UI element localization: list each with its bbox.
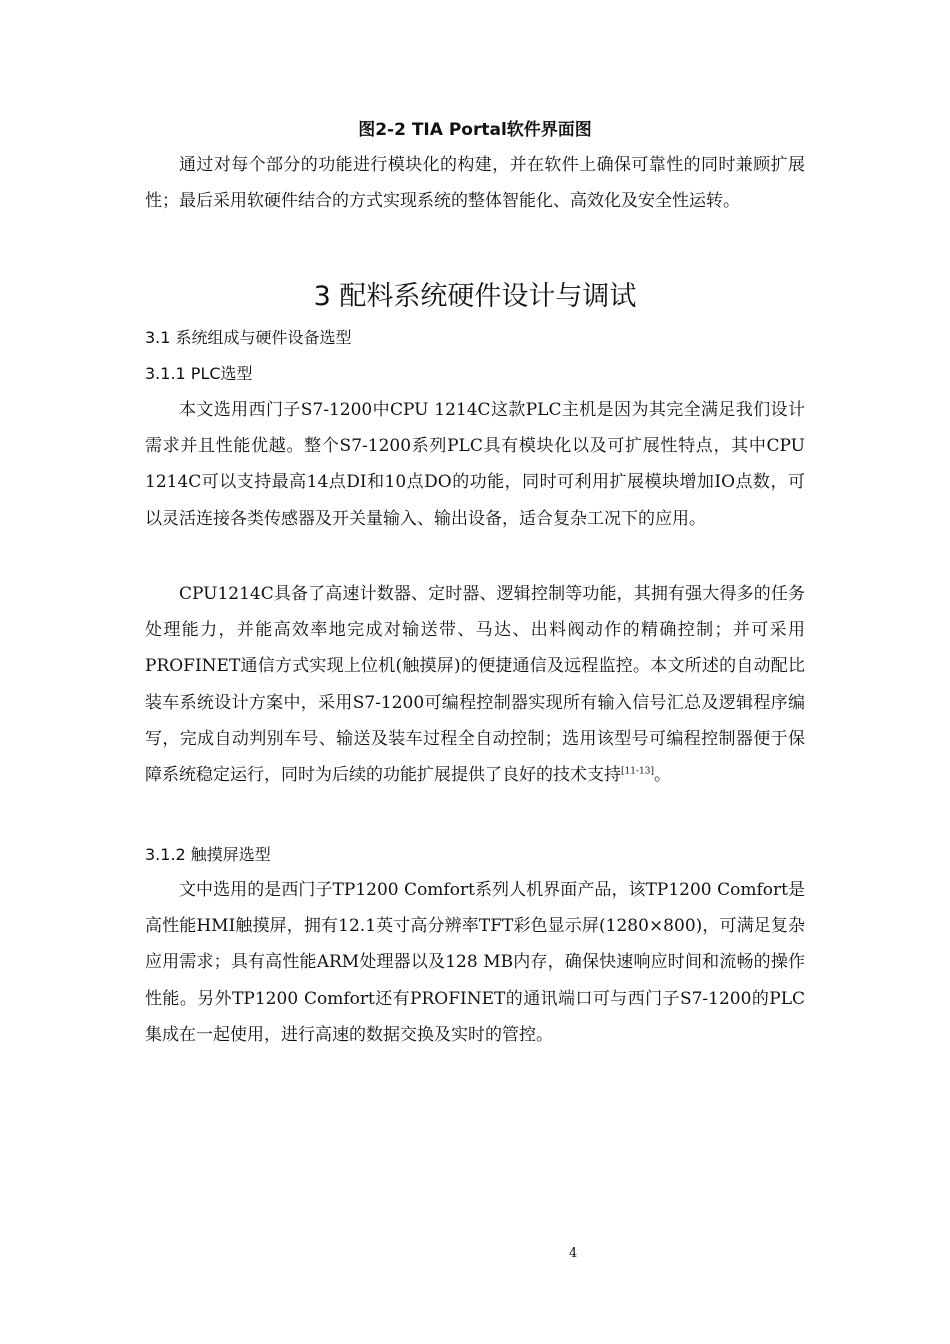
hmi-paragraph: 文中选用的是西门子TP1200 Comfort系列人机界面产品，该TP1200 Comfort是高性能HMI触摸屏，拥有12.1英寸高分辨率TFT彩色显示屏(1280×800)，可满足复杂应用需求；具有高性能ARM处理器以及128 MB内存，确保快速响应时间和流畅的操作性能。另外TP1200 Comfort还有PROFINET的通讯端口可与西门子S7-1200的PLC集成在一起使用，进行高速的数据交换及实时的管控。: [145, 880, 805, 1045]
plc-paragraph-1: 本文选用西门子S7-1200中CPU 1214C这款PLC主机是因为其完全满足我们设计需求并且性能优越。整个S7-1200系列PLC具有模块化以及可扩展性特点，其中CPU 1214C可以支持最高14点DI和10点DO的功能，同时可利用扩展模块增加IO点数，可以灵活连接各类传感器及开关量输入、输出设备，适合复杂工况下的应用。: [145, 400, 805, 529]
chapter-title: 3 配料系统硬件设计与调试: [313, 281, 637, 312]
plc-paragraph-2-text: CPU1214C具备了高速计数器、定时器、逻辑控制等功能，其拥有强大得多的任务处理能力，并能高效率地完成对输送带、马达、出料阀动作的精确控制；并可采用PROFINET通信方式实现上位机(触摸屏)的便捷通信及远程监控。本文所述的自动配比装车系统设计方案中，采用S7-1200可编程控制器实现所有输入信号汇总及逻辑程序编写，完成自动判别车号、输送及装车过程全自动控制；选用该型号可编程控制器便于保障系统稳定运行，同时为后续的功能扩展提供了良好的技术支持: [145, 584, 805, 786]
figure-caption: 图2-2 TIA Portal软件界面图: [358, 120, 592, 140]
section-heading-3-1-1: 3.1.1 PLC选型: [145, 364, 253, 383]
intro-paragraph: 通过对每个部分的功能进行模块化的构建，并在软件上确保可靠性的同时兼顾扩展性；最后采用软硬件结合的方式实现系统的整体智能化、高效化及安全性运转。: [145, 155, 805, 212]
plc-paragraph-2-end: 。: [653, 765, 671, 786]
page-number: 4: [569, 1246, 578, 1261]
section-heading-3-1-2: 3.1.2 触摸屏选型: [145, 845, 271, 864]
section-heading-3-1: 3.1 系统组成与硬件设备选型: [145, 328, 352, 347]
plc-paragraph-2: [145, 576, 805, 793]
citation-reference: [11-13]: [621, 766, 654, 777]
